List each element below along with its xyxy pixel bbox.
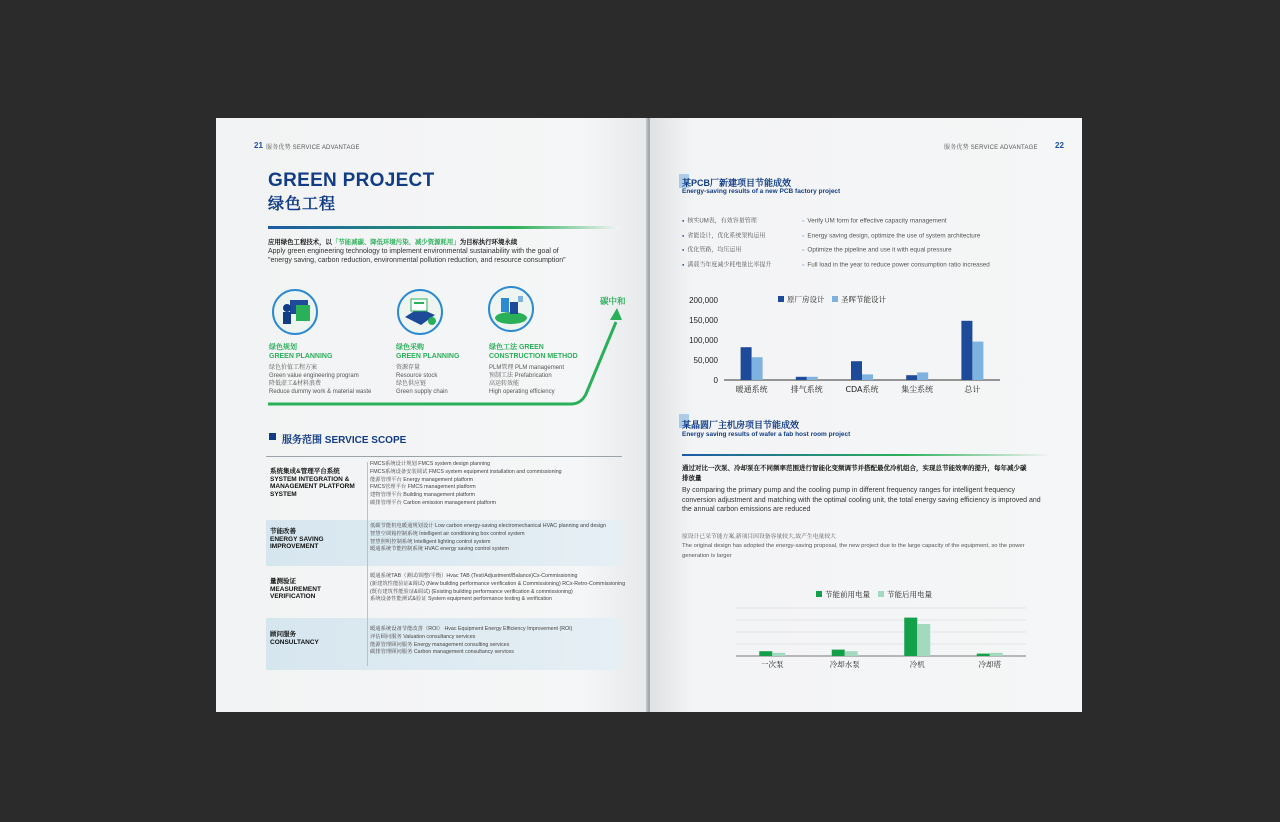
legend-label: 圣晖节能设计 [841, 295, 886, 304]
bar [741, 347, 752, 380]
scope-title-en: MEASUREMENT VERIFICATION [270, 585, 321, 600]
bar [772, 653, 785, 656]
scope-line: (既有建筑性能验证&调试) (Existing building performance verification & commissioning) [370, 588, 573, 595]
bar [759, 651, 772, 656]
scope-line: FMCS管理平台 FMCS management platform [370, 484, 476, 491]
x-tick-label: 冷机 [909, 660, 925, 669]
scope-title-en: ENERGY SAVING IMPROVEMENT [270, 535, 324, 550]
scope-row-title [270, 528, 365, 551]
pcb-energy-chart [680, 288, 1030, 400]
scope-line: 系统设备性能测试&验证 System equipment performance testing & verification [370, 596, 552, 603]
note-cn: 原设计已采节能方案,新项目因设备容量较大,故产生电量较大 [682, 534, 836, 540]
procurement-line: Resource stock [396, 373, 438, 379]
procurement-line: 绿色供应链 [396, 381, 427, 387]
bar [845, 651, 858, 656]
x-tick-label: 冷却塔 [978, 660, 1001, 669]
note-en: The original design has adopted the energy-saving proposal, the new project due to the large capacity of the equipment, so the power generation is larger [682, 543, 1025, 559]
scope-title-cn: 顾问服务 [270, 631, 296, 638]
scope-lines [370, 626, 572, 657]
bullets-en [802, 214, 990, 273]
bar [807, 377, 818, 380]
case2-desc-cn: 通过对比一次泵、冷却泵在不同频率范围进行智能化变频调节并搭配最优冷机组合，实现总节能效率的提升，每年减少碳排放量 [682, 465, 1027, 482]
bar [862, 374, 873, 380]
procurement-cn: 绿色采购 [396, 344, 424, 351]
x-tick-label: 排气系统 [790, 385, 823, 394]
x-tick-label: 冷却水泵 [829, 660, 860, 669]
planning-line: 降低虚工&材料浪费 [269, 381, 322, 387]
legend-swatch [878, 591, 884, 597]
bullet-cn: ● 满载当年度减少耗电量比率提升 [682, 258, 771, 273]
legend-swatch [778, 296, 784, 302]
scope-line: 能源管理平台 Energy management platform [370, 476, 474, 483]
y-tick-label: 150,000 [689, 316, 718, 325]
title-divider [268, 226, 620, 229]
y-tick-label: 0 [713, 376, 718, 385]
bullet-en: ○ Optimize the pipeline and use it with equal pressure [802, 243, 990, 258]
right-page [650, 118, 1082, 712]
construction-cn: 绿色工法 [489, 344, 517, 351]
scope-line: 低碳节能机电暖通规划设计 Low carbon energy-saving electromechanical HVAC planning and design [370, 523, 607, 529]
planning-en: GREEN PLANNING [269, 353, 333, 360]
bar [972, 342, 983, 380]
bullets-cn [682, 214, 771, 272]
x-tick-label: 暖通系统 [735, 385, 768, 394]
scope-title-cn: 节能改善 [270, 528, 296, 535]
scope-line: 能源管理顾问服务 Energy management consulting services [370, 641, 510, 648]
case2-title-en: Energy saving results of wafer a fab host room project [682, 431, 851, 438]
page-number: 22 [1055, 141, 1064, 150]
planning-col-1 [269, 343, 371, 396]
page-number: 21 [254, 141, 263, 150]
scope-line: 智慧照明控制系统 Intelligent lighting control system [370, 538, 491, 545]
bar [917, 624, 930, 656]
intro-cn-b: 为目标执行环境永续 [459, 239, 518, 246]
scope-row-consultancy [266, 618, 622, 670]
page-title-cn: 绿色工程 [268, 196, 337, 213]
case2-title-cn: 某晶圆厂主机房项目节能成效 [682, 420, 800, 430]
x-tick-label: 一次泵 [761, 660, 784, 669]
scope-row-title [270, 631, 365, 646]
scope-line: 建物管理平台 Building management platform [370, 492, 476, 499]
scope-row-system [266, 458, 622, 518]
x-tick-label: 集尘系统 [901, 385, 934, 394]
bullet-cn: ● 优化管路，均压运用 [682, 243, 771, 258]
x-tick-label: 总计 [964, 385, 981, 394]
construction-en2: CONSTRUCTION METHOD [489, 353, 578, 360]
page-title-en: GREEN PROJECT [268, 170, 435, 191]
bullet-cn: ● 核实UM表，有效容量管理 [682, 214, 771, 229]
planning-line: Reduce dummy work & material waste [269, 389, 372, 395]
bar [917, 372, 928, 380]
intro-en-1: Apply green engineering technology to implement environmental sustainability with the goal of [268, 248, 559, 255]
planning-line: Green value engineering program [269, 373, 359, 379]
legend-label: 原厂房设计 [787, 295, 825, 304]
planning-col-2 [396, 343, 459, 396]
left-page [216, 118, 648, 712]
legend-label: 节能前用电量 [825, 590, 870, 599]
scope-line: FMCS系统设计规划 FMCS system design planning [370, 461, 491, 467]
scope-line: 暖通系统TAB（测试/调整/平衡）Hvac TAB (Test/Adjustment/Balance)Cx-Commissioning [370, 573, 578, 579]
scope-line: 碳排管理顾问服务 Carbon management consultancy services [370, 649, 514, 656]
legend-swatch [832, 296, 838, 302]
intro-cn-a: 应用绿色工程技术，以 [268, 239, 332, 246]
bullet-en: ○ Energy saving design, optimize the use of system architecture [802, 229, 990, 244]
case2-divider [682, 454, 1050, 456]
scope-square-icon [269, 433, 276, 440]
y-tick-label: 50,000 [693, 356, 718, 365]
scope-column-divider [367, 462, 368, 666]
planning-line: 绿色价值工程方案 [269, 365, 318, 371]
scope-title-cn: 量测验证 [270, 578, 296, 585]
scope-top-rule [266, 456, 622, 457]
construction-line: 预制工法 Prefabrication [489, 373, 552, 379]
scope-row-energy [266, 520, 622, 566]
bullet-en: ○ Full load in the year to reduce power consumption ratio increased [802, 258, 990, 273]
case1-title-en: Energy-saving results of a new PCB factory project [682, 188, 841, 195]
intro-en-2: "energy saving, carbon reduction, environmental pollution reduction, and resource consumption" [268, 257, 566, 264]
scope-row-title [270, 578, 365, 601]
scope-lines [370, 523, 606, 554]
bar [961, 321, 972, 380]
carbon-neutral-label: 碳中和 [600, 296, 626, 306]
team-planning-icon [272, 289, 318, 335]
bar [851, 361, 862, 380]
bar [752, 357, 763, 380]
procurement-en: GREEN PLANNING [396, 353, 460, 360]
bar [904, 618, 917, 656]
scope-lines [370, 461, 562, 508]
brochure-spread [216, 118, 1082, 712]
scope-line: FMCS系统设备安装调试 FMCS system equipment installation and commissioning [370, 468, 562, 475]
scope-line: 暖通系统节能控制系统 HVAC energy saving control system [370, 546, 509, 553]
bar [906, 375, 917, 380]
scope-line: 智慧空调箱控制系统 Intelligent air conditioning box control system [370, 530, 525, 537]
scope-lines [370, 573, 625, 604]
y-tick-label: 200,000 [689, 296, 718, 305]
construction-line: High operating efficiency [489, 389, 555, 395]
scope-line: 暖通系统设备节能改善（ROI） Hvac Equipment Energy Efficiency Improvement (ROI) [370, 626, 573, 632]
procurement-line: 资源存量 [396, 365, 421, 371]
case2-desc-en: By comparing the primary pump and the cooling pump in different frequency ranges for intelligent frequency conversion adjustment and matching with the optimal cooling unit, the total energy saving efficiency is improved and the annual carbon emissions are reduced [682, 487, 1041, 513]
intro-cn [268, 237, 517, 246]
bar [796, 377, 807, 380]
scope-line: (新建筑性能验证&调试) (New building performance verification & Commissioning) RCx-Retro-Commissioning [370, 580, 626, 587]
intro-cn-highlight: 「节能减碳、降低环境污染、减少资源耗用」 [331, 239, 460, 246]
bar [990, 653, 1003, 656]
fab-energy-chart [736, 588, 1036, 674]
scope-line: 评估顾问服务 Valuation consultancy services [370, 633, 476, 640]
construction-line: 高运转效能 [489, 381, 520, 387]
construction-icon [488, 286, 534, 332]
procurement-icon [397, 289, 443, 335]
construction-title [489, 343, 578, 352]
bullet-cn: ● 省能设计，优化系统架构运用 [682, 229, 771, 244]
scope-title-en: SYSTEM INTEGRATION & MANAGEMENT PLATFORM SYSTEM [270, 475, 355, 498]
case1-title-cn: 某PCB厂新建项目节能成效 [682, 178, 792, 188]
construction-en: GREEN [518, 344, 544, 351]
scope-row-measurement [266, 570, 626, 616]
construction-line: PLM管理 PLM management [489, 365, 565, 371]
x-tick-label: CDA系统 [845, 385, 879, 394]
running-head: 服务优势 SERVICE ADVANTAGE [266, 145, 360, 151]
bar [977, 654, 990, 656]
bar [832, 650, 845, 656]
scope-row-title [270, 468, 365, 498]
running-head: 服务优势 SERVICE ADVANTAGE [944, 145, 1038, 151]
planning-cn: 绿色规划 [269, 344, 297, 351]
legend-label: 节能后用电量 [887, 590, 932, 599]
y-tick-label: 100,000 [689, 336, 718, 345]
scope-line: 碳排管理平台 Carbon emission management platform [370, 499, 496, 506]
scope-title-cn: 系统集成&管理平台系统 [270, 468, 340, 475]
legend-swatch [816, 591, 822, 597]
bullet-en: ○ Verify UM form for effective capacity management [802, 214, 990, 229]
scope-title-en: CONSULTANCY [270, 638, 319, 646]
scope-title: 服务范围 SERVICE SCOPE [282, 435, 407, 446]
procurement-line: Green supply chain [396, 389, 448, 395]
planning-col-3 [489, 343, 578, 396]
